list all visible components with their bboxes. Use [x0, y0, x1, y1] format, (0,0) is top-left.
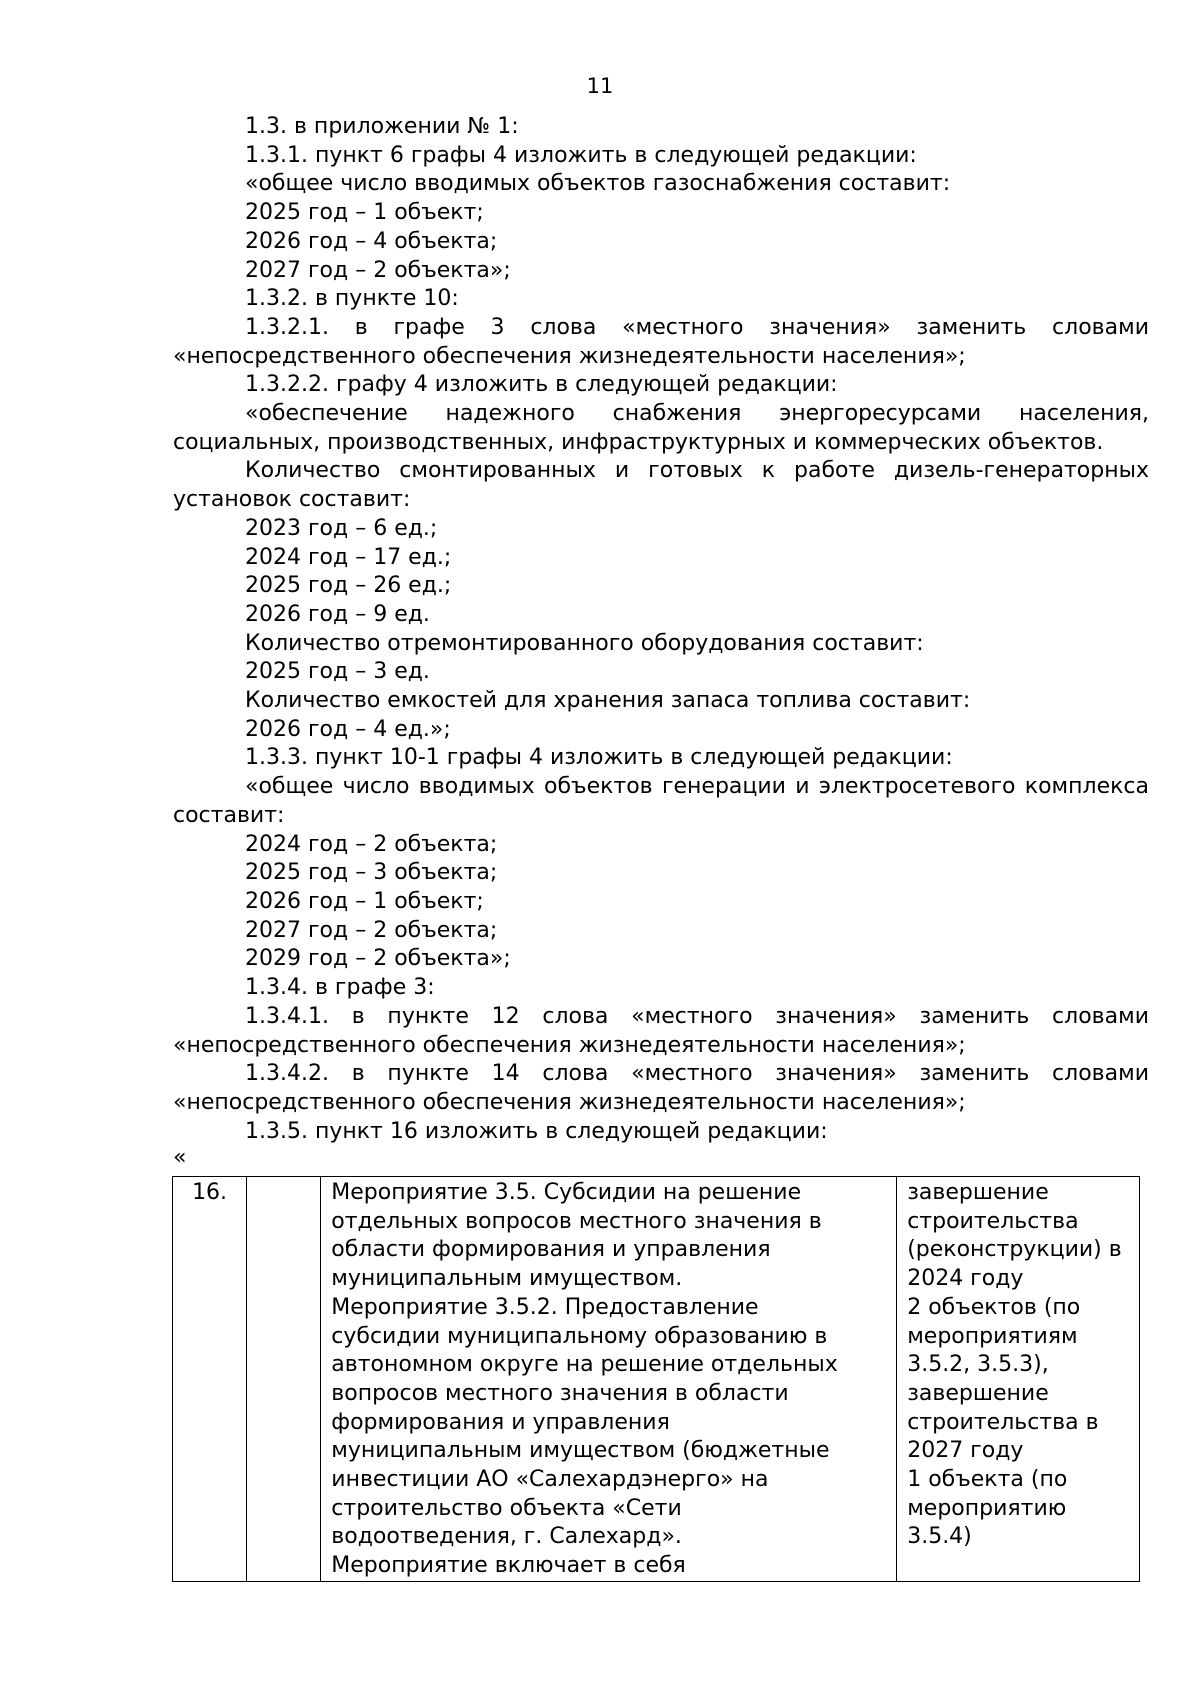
description-line: области формирования и управления — [331, 1237, 771, 1263]
paragraph-generation-objects: «общее число вводимых объектов генерации и электросетевого комплекса составит: — [173, 774, 1149, 828]
paragraph-1-3-2-2: 1.3.2.2. графу 4 изложить в следующей редакции: — [245, 372, 838, 398]
paragraph-dg-2026: 2026 год – 9 ед. — [245, 601, 430, 627]
paragraph-gen-2026: 2026 год – 1 объект; — [245, 888, 484, 914]
result-line: 2024 году — [907, 1266, 1024, 1292]
result-cell — [897, 1177, 1140, 1582]
description-cell — [321, 1177, 897, 1582]
description-line: отдельных вопросов местного значения в — [331, 1208, 822, 1234]
paragraph-gen-2027: 2027 год – 2 объекта; — [245, 917, 498, 943]
paragraph-1-3-1: 1.3.1. пункт 6 графы 4 изложить в следующей редакции: — [245, 142, 917, 168]
description-line: муниципальным имуществом. — [331, 1266, 683, 1292]
empty-cell — [247, 1177, 321, 1582]
paragraph-energy-supply: «обеспечение надежного снабжения энергоресурсами населения, социальных, производственных, инфраструктурных и коммерческих объектов. — [173, 401, 1149, 455]
result-line: 3.5.2, 3.5.3), — [907, 1352, 1049, 1378]
paragraph-gas-2025: 2025 год – 1 объект; — [245, 200, 484, 226]
paragraph-1-3-4-1: 1.3.4.1. в пункте 12 слова «местного значения» заменить словами «непосредственного обеспечения жизнедеятельности населения»; — [173, 1003, 1149, 1058]
paragraph-gas-2026: 2026 год – 4 объекта; — [245, 228, 498, 254]
result-line: строительства в — [907, 1409, 1099, 1435]
paragraph-dg-2025: 2025 год – 26 ед.; — [245, 573, 452, 599]
paragraph-1-3-3: 1.3.3. пункт 10-1 графы 4 изложить в следующей редакции: — [245, 745, 953, 771]
description-line: субсидии муниципальному образованию в — [331, 1323, 828, 1349]
result-line: завершение — [907, 1380, 1049, 1406]
description-line: автономном округе на решение отдельных — [331, 1352, 838, 1378]
result-line: (реконструкции) в — [907, 1237, 1122, 1263]
paragraph-1-3-5: 1.3.5. пункт 16 изложить в следующей редакции: — [245, 1118, 828, 1144]
paragraph-fuel-tanks: Количество емкостей для хранения запаса топлива составит: — [245, 688, 971, 714]
description-line: Мероприятие включает в себя — [331, 1553, 686, 1579]
paragraph-repaired-equipment: Количество отремонтированного оборудования составит: — [245, 630, 924, 656]
paragraph-tanks-2026: 2026 год – 4 ед.»; — [245, 716, 451, 742]
paragraph-gen-2025: 2025 год – 3 объекта; — [245, 860, 498, 886]
table-row — [173, 1177, 1140, 1582]
result-line: мероприятию — [907, 1495, 1067, 1521]
result-line: 2 объектов (по — [907, 1294, 1081, 1320]
description-line: формирования и управления — [331, 1409, 670, 1435]
paragraph-1-3-2: 1.3.2. в пункте 10: — [245, 286, 459, 312]
result-line: завершение — [907, 1180, 1049, 1205]
item-16-table — [172, 1176, 1140, 1582]
paragraph-repaired-2025: 2025 год – 3 ед. — [245, 659, 430, 685]
paragraph-diesel-generators: Количество смонтированных и готовых к работе дизель-генераторных установок составит: — [173, 458, 1149, 513]
paragraph-1-3-4-2: 1.3.4.2. в пункте 14 слова «местного значения» заменить словами «непосредственного обеспечения жизнедеятельности населения»; — [173, 1061, 1149, 1115]
paragraph-gen-2024: 2024 год – 2 объекта; — [245, 831, 498, 857]
document-body — [173, 113, 1149, 1170]
paragraph-dg-2024: 2024 год – 17 ед.; — [245, 544, 452, 570]
result-line: мероприятиям — [907, 1323, 1078, 1349]
result-line: строительства — [907, 1208, 1079, 1234]
description-line: инвестиции АО «Салехардэнерго» на — [331, 1467, 769, 1493]
paragraph-gen-2029: 2029 год – 2 объекта»; — [245, 946, 511, 972]
description-line: Мероприятие 3.5. Субсидии на решение — [331, 1180, 802, 1205]
page-number: 11 — [586, 74, 614, 98]
quote-open-mark: « — [173, 1145, 187, 1171]
description-line: вопросов местного значения в области — [331, 1380, 789, 1406]
result-line: 2027 году — [907, 1438, 1024, 1464]
paragraph-gas-objects-intro: «общее число вводимых объектов газоснабжения составит: — [245, 171, 951, 197]
paragraph-dg-2023: 2023 год – 6 ед.; — [245, 515, 438, 541]
result-line: 1 объекта (по — [907, 1467, 1068, 1493]
paragraph-1-3-4: 1.3.4. в графе 3: — [245, 975, 435, 1001]
description-line: строительство объекта «Сети — [331, 1495, 682, 1521]
paragraph-gas-2027: 2027 год – 2 объекта»; — [245, 257, 511, 283]
paragraph-1-3: 1.3. в приложении № 1: — [245, 114, 519, 139]
description-line: водоотведения, г. Салехард». — [331, 1524, 682, 1550]
description-line: Мероприятие 3.5.2. Предоставление — [331, 1294, 759, 1320]
result-line: 3.5.4) — [907, 1524, 972, 1550]
row-number-cell: 16. — [173, 1177, 247, 1582]
paragraph-1-3-2-1: 1.3.2.1. в графе 3 слова «местного значения» заменить словами «непосредственного обеспечения жизнедеятельности населения»; — [173, 314, 1149, 369]
description-line: муниципальным имуществом (бюджетные — [331, 1438, 830, 1464]
